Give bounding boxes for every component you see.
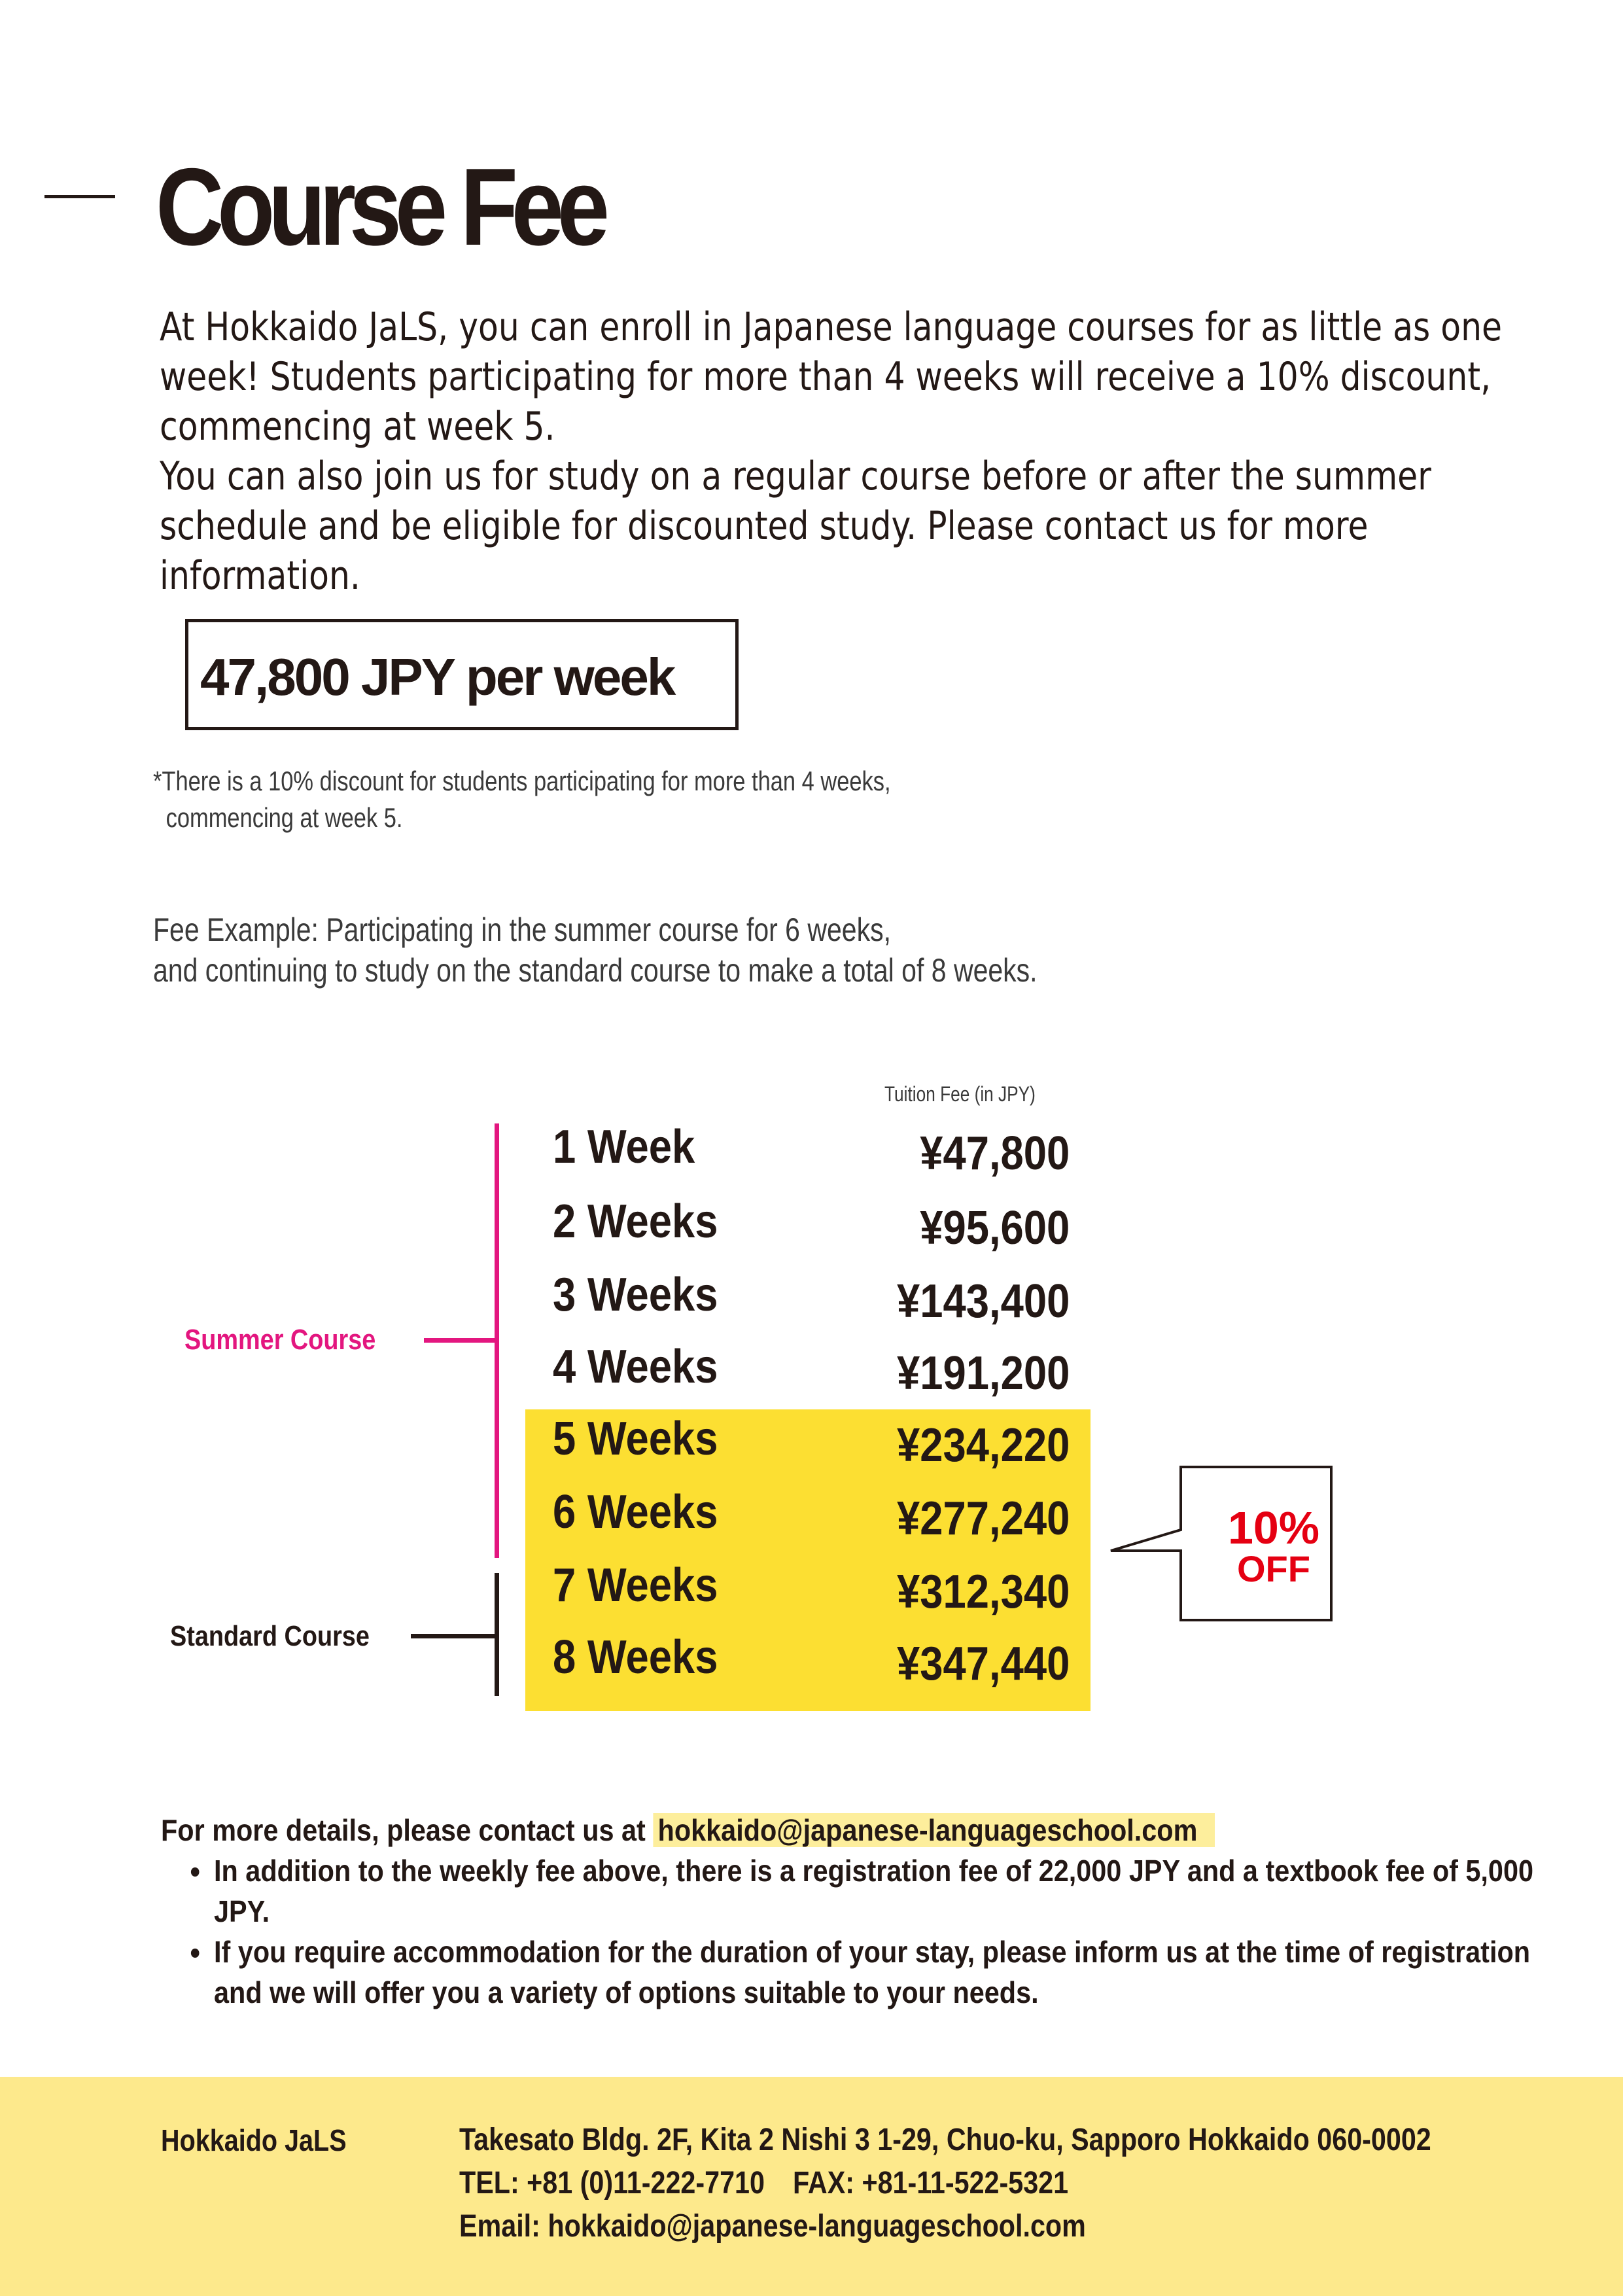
details-list bbox=[161, 1850, 1586, 2013]
fee-row bbox=[553, 1340, 1070, 1405]
discount-off: OFF bbox=[1237, 1548, 1310, 1589]
title-dash bbox=[44, 195, 115, 198]
summer-course-connector bbox=[424, 1338, 497, 1343]
fee-row bbox=[553, 1412, 1070, 1477]
details-bullet-accommodation: • If you require accommodation for the duration of your stay, please inform us at the time of registration and we will offer you a variety of options suitable to your needs. bbox=[211, 1932, 1586, 2013]
intro-text bbox=[160, 302, 1556, 601]
fee-row-weeks: 2 Weeks bbox=[553, 1195, 718, 1248]
intro-paragraph-1: At Hokkaido JaLS, you can enroll in Japanese language courses for as little as one week! Students participating for more than 4 weeks will receive a 10% discount, commencing at week 5. bbox=[160, 304, 1503, 450]
discount-callout bbox=[1106, 1466, 1341, 1623]
contact-email-link[interactable]: hokkaido@japanese-languageschool.com bbox=[653, 1813, 1215, 1847]
standard-course-label: Standard Course bbox=[170, 1620, 370, 1652]
fee-example-line-1: Fee Example: Participating in the summer course for 6 weeks, bbox=[153, 911, 891, 948]
fee-row bbox=[553, 1120, 1070, 1186]
footer-fax: FAX: +81-11-522-5321 bbox=[792, 2166, 1069, 2200]
fee-row-amount: ¥95,600 bbox=[919, 1202, 1070, 1254]
fee-row-weeks: 5 Weeks bbox=[553, 1413, 718, 1465]
fee-row-amount: ¥347,440 bbox=[896, 1638, 1070, 1690]
summer-course-label: Summer Course bbox=[184, 1324, 376, 1356]
fee-row bbox=[553, 1195, 1070, 1260]
footer-address: Takesato Bldg. 2F, Kita 2 Nishi 3 1-29, Chuo-ku, Sapporo Hokkaido 060-0002 bbox=[459, 2123, 1431, 2157]
fee-row bbox=[553, 1268, 1070, 1333]
fee-row-weeks: 7 Weeks bbox=[553, 1559, 718, 1612]
footer-contact bbox=[459, 2119, 1431, 2248]
price-box bbox=[185, 619, 739, 730]
fee-row-weeks: 4 Weeks bbox=[553, 1341, 718, 1393]
standard-course-connector bbox=[411, 1634, 497, 1638]
discount-note-line-2: commencing at week 5. bbox=[166, 802, 403, 833]
fee-row-weeks: 1 Week bbox=[553, 1121, 695, 1173]
footer bbox=[0, 2077, 1623, 2296]
fee-row bbox=[553, 1485, 1070, 1551]
discount-note-line-1: *There is a 10% discount for students participating for more than 4 weeks, bbox=[153, 766, 891, 796]
fee-row-amount: ¥234,220 bbox=[896, 1419, 1070, 1472]
fee-row-weeks: 3 Weeks bbox=[553, 1269, 718, 1321]
contact-lead: For more details, please contact us at bbox=[161, 1813, 654, 1847]
fee-row-weeks: 6 Weeks bbox=[553, 1486, 718, 1538]
fee-row-amount: ¥143,400 bbox=[896, 1275, 1070, 1328]
footer-org-name: Hokkaido JaLS bbox=[161, 2123, 347, 2157]
fee-row-amount: ¥277,240 bbox=[896, 1492, 1070, 1545]
fee-example bbox=[153, 910, 1038, 991]
details-section bbox=[161, 1810, 1586, 2013]
footer-email[interactable]: Email: hokkaido@japanese-languageschool.com bbox=[459, 2209, 1086, 2244]
page-title: Course Fee bbox=[156, 145, 603, 268]
fee-row-weeks: 8 Weeks bbox=[553, 1631, 718, 1684]
intro-paragraph-2: You can also join us for study on a regular course before or after the summer schedule and be eligible for discounted study. Please contact us for more information. bbox=[160, 453, 1431, 599]
fee-row bbox=[553, 1559, 1070, 1624]
fee-row-amount: ¥47,800 bbox=[919, 1127, 1070, 1180]
footer-tel: TEL: +81 (0)11-222-7710 bbox=[459, 2166, 765, 2200]
price-box-label: 47,800 JPY per week bbox=[200, 648, 674, 706]
discount-percent: 10% bbox=[1227, 1502, 1320, 1553]
fee-row-amount: ¥191,200 bbox=[896, 1347, 1070, 1400]
footer-phone-line bbox=[459, 2162, 1431, 2205]
fee-row-amount: ¥312,340 bbox=[896, 1566, 1070, 1618]
details-bullet-fees: • In addition to the weekly fee above, there is a registration fee of 22,000 JPY and a textbook fee of 5,000 JPY. bbox=[211, 1850, 1586, 1932]
contact-line bbox=[161, 1810, 1586, 1850]
tuition-column-header: Tuition Fee (in JPY) bbox=[884, 1082, 1036, 1106]
fee-example-line-2: and continuing to study on the standard course to make a total of 8 weeks. bbox=[153, 952, 1038, 989]
fee-row bbox=[553, 1631, 1070, 1696]
discount-note bbox=[153, 763, 891, 836]
